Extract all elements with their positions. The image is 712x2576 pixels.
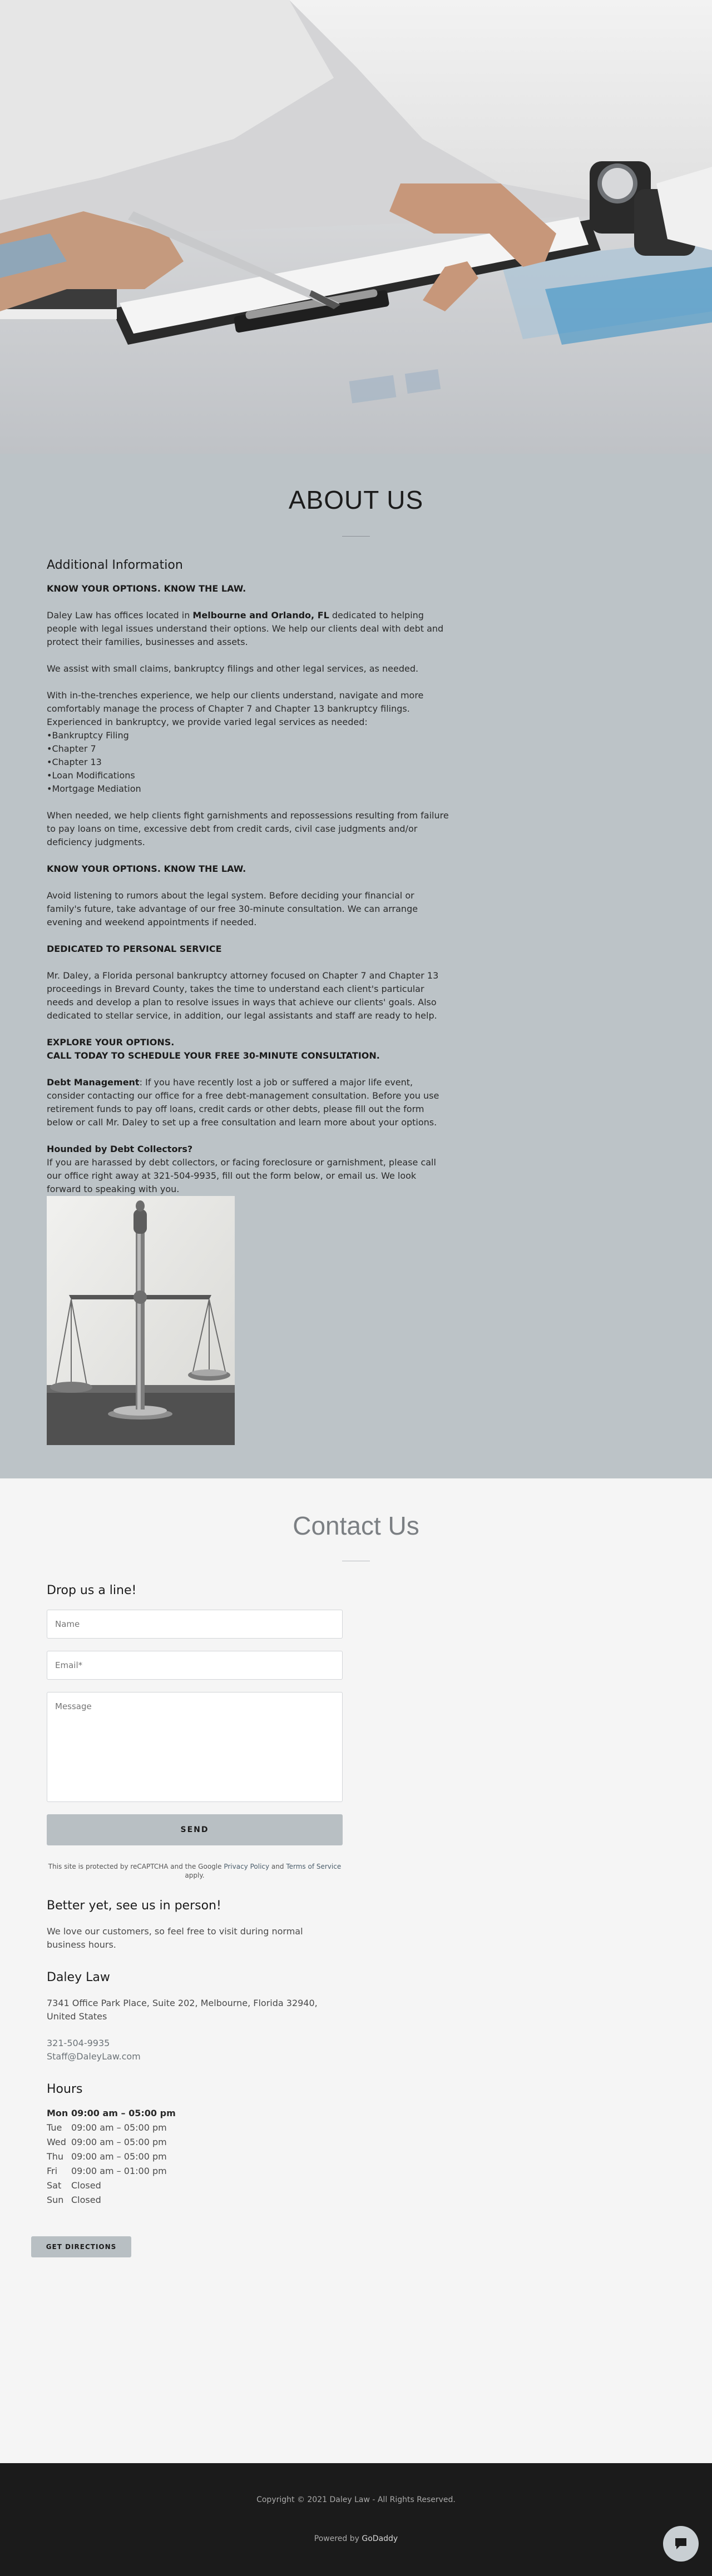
phone-link[interactable]: 321-504-9935	[47, 2038, 110, 2048]
footer	[0, 2463, 712, 2576]
about-title: ABOUT US	[288, 485, 424, 514]
about-section	[0, 454, 712, 1478]
hero-photo-illustration	[0, 0, 712, 454]
terms-of-service-link[interactable]: Terms of Service	[286, 1863, 342, 1870]
hounded-paragraph: Hounded by Debt Collectors? If you are harassed by debt collectors, or facing foreclosure or garnishment, please call our office right away at 321-504-9935, fill out the form below, or email us. We look forward to speaking with you.	[47, 1144, 436, 1194]
offices-paragraph: Daley Law has offices located in Melbourne and Orlando, FL dedicated to helping people with legal issues understand their options. We help our clients deal with debt and protect their families, businesses and assets.	[47, 610, 444, 647]
service-item: •Chapter 7	[47, 743, 96, 754]
assist-paragraph: We assist with small claims, bankruptcy filings and other legal services, as needed.	[47, 663, 419, 674]
privacy-policy-link[interactable]: Privacy Policy	[224, 1863, 270, 1870]
hours-heading: Hours	[47, 2082, 83, 2096]
hours-block	[47, 2082, 343, 2207]
service-item: •Chapter 13	[47, 757, 102, 767]
contact-title: Contact Us	[293, 1511, 419, 1540]
business-block	[47, 1971, 343, 2063]
chat-bubble-icon	[673, 2536, 689, 2552]
send-button[interactable]: SEND	[47, 1814, 343, 1845]
chat-button[interactable]	[663, 2526, 699, 2562]
avoid-paragraph: Avoid listening to rumors about the legal system. Before deciding your financial or family's future, take advantage of our free 30-minute consultation. We can arrange evening and weekend appointments if needed.	[47, 890, 418, 927]
mr-daley-paragraph: Mr. Daley, a Florida personal bankruptcy attorney focused on Chapter 7 and Chapter 13 proceedings in Brevard County, takes the time to understand each client's particular needs and develop a plan to resolve issues in ways that achieve our clients' goals. Also dedicated to stellar service, in addition, our legal assistants and staff are ready to help.	[47, 970, 439, 1021]
business-name: Daley Law	[47, 1971, 110, 1984]
experience-paragraph: With in-the-trenches experience, we help our clients understand, navigate and more comfortably manage the process of Chapter 7 and Chapter 13 bankruptcy filings. Experienced in bankruptcy, we provide varied legal services as needed: •Bankruptcy Filing •Chapter 7 •Chapter 13 •Loan Modifications •Mortgage Mediation	[47, 690, 424, 794]
know-options-heading-2: KNOW YOUR OPTIONS. KNOW THE LAW.	[47, 863, 246, 874]
in-person-block	[47, 1899, 343, 1952]
in-person-text: We love our customers, so feel free to visit during normal business hours.	[47, 1926, 303, 1950]
message-textarea[interactable]	[47, 1692, 343, 1802]
additional-info-heading: Additional Information	[47, 558, 183, 572]
hours-row-mon: Mon 09:00 am – 05:00 pm	[47, 2108, 176, 2118]
powered-by: Powered by GoDaddy	[314, 2534, 398, 2543]
know-options-heading-1: KNOW YOUR OPTIONS. KNOW THE LAW.	[47, 583, 246, 594]
scales-of-justice-image	[47, 1196, 235, 1445]
service-item: •Mortgage Mediation	[47, 783, 141, 794]
godaddy-link[interactable]: GoDaddy	[362, 2534, 398, 2543]
name-input[interactable]	[47, 1610, 343, 1639]
hours-row-sat: Sat Closed	[47, 2180, 101, 2191]
contact-form-wrapper	[47, 1584, 343, 2207]
hours-row-sun: Sun Closed	[47, 2195, 101, 2205]
get-directions-button[interactable]: GET DIRECTIONS	[31, 2236, 131, 2257]
address-text: 7341 Office Park Place, Suite 202, Melbourne, Florida 32940, United States	[47, 1998, 318, 2022]
hero-image	[0, 0, 712, 454]
service-item: •Loan Modifications	[47, 770, 135, 781]
email-input[interactable]	[47, 1651, 343, 1680]
debt-management-paragraph: Debt Management: If you have recently lost a job or suffered a major life event, consider contacting our office for a free debt-management consultation. Before you use retirement funds to pay off loans, credit cards or other debts, please fill out the form below or call Mr. Daley to set up a free consultation and learn more about your options.	[47, 1077, 439, 1128]
contact-section	[0, 1478, 712, 2463]
recaptcha-notice: This site is protected by reCAPTCHA and the Google Privacy Policy and Terms of Service apply.	[48, 1863, 342, 1879]
hours-row-tue: Tue 09:00 am – 05:00 pm	[47, 2122, 167, 2133]
copyright-text: Copyright © 2021 Daley Law - All Rights Reserved.	[256, 2495, 456, 2504]
hours-row-thu: Thu 09:00 am – 05:00 pm	[47, 2151, 167, 2162]
garnish-paragraph: When needed, we help clients fight garnishments and repossessions resulting from failure to pay loans on time, excessive debt from credit cards, civil case judgments and/or deficiency judgments.	[47, 810, 449, 847]
hours-row-fri: Fri 09:00 am – 01:00 pm	[47, 2166, 167, 2176]
in-person-heading: Better yet, see us in person!	[47, 1899, 221, 1913]
service-item: •Bankruptcy Filing	[47, 730, 129, 741]
contact-spacer	[0, 2257, 712, 2419]
drop-line-heading: Drop us a line!	[47, 1584, 137, 1597]
hours-row-wed: Wed 09:00 am – 05:00 pm	[47, 2137, 167, 2147]
about-divider	[342, 536, 370, 537]
email-link[interactable]: Staff@DaleyLaw.com	[47, 2051, 141, 2062]
explore-heading: EXPLORE YOUR OPTIONS. CALL TODAY TO SCHEDULE YOUR FREE 30-MINUTE CONSULTATION.	[47, 1037, 380, 1061]
about-body	[47, 559, 449, 1445]
dedicated-heading: DEDICATED TO PERSONAL SERVICE	[47, 944, 222, 954]
